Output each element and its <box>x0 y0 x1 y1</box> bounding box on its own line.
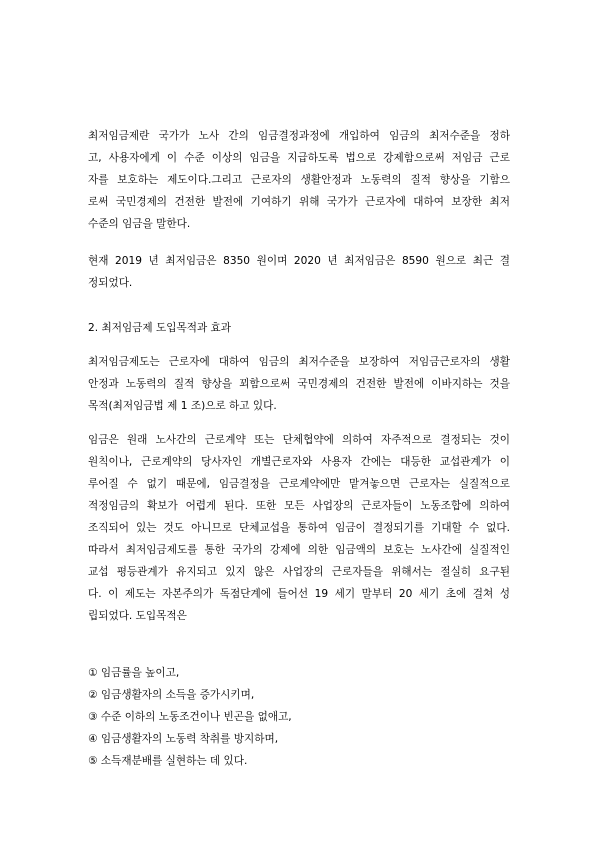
paragraph-line: 현재 2019 년 최저임금은 8350 원이며 2020 년 최저임금은 8590 원으로 최근 결 <box>88 255 510 267</box>
definition-paragraph <box>88 125 510 235</box>
list-item: ③ 수준 이하의 노동조건이나 빈곤을 없애고, <box>88 711 292 723</box>
background-paragraph <box>88 429 510 627</box>
section-heading <box>88 317 510 339</box>
paragraph-line: 다. 이 제도는 자본주의가 독점단계에 들어선 19 세기 말부터 20 세기 초에 걸쳐 성 <box>88 588 510 600</box>
paragraph-line: 자를 보호하는 제도이다.그리고 근로자의 생활안정과 노동력의 질적 향상을 기함으 <box>88 174 510 186</box>
paragraph-line: 정되었다. <box>88 277 133 289</box>
paragraph-line: 최저임금제도는 근로자에 대하여 임금의 최저수준을 보장하여 저임금근로자의 생활 <box>88 356 510 368</box>
paragraph-line: 최저임금제란 국가가 노사 간의 임금결정과정에 개입하여 임금의 최저수준을 정하 <box>88 130 510 142</box>
section-heading-text: 2. 최저임금제 도입목적과 효과 <box>88 322 232 334</box>
paragraph-line: 조직되어 있는 것도 아니므로 단체교섭을 통하여 임금이 결정되기를 기대할 수 없다. <box>88 522 510 534</box>
list-item: ① 임금률을 높이고, <box>88 667 180 679</box>
list-item: ⑤ 소득재분배를 실현하는 데 있다. <box>88 755 248 767</box>
paragraph-line: 고, 사용자에게 이 수준 이상의 임금을 지급하도록 법으로 강제함으로써 저임금 근로 <box>88 152 510 164</box>
paragraph-line: 따라서 최저임금제도를 통한 국가의 강제에 의한 임금액의 보호는 노사간에 실질적인 <box>88 544 510 556</box>
paragraph-line: 목적(최저임금법 제 1 조)으로 하고 있다. <box>88 400 277 412</box>
paragraph-line: 임금은 원래 노사간의 근로계약 또는 단체협약에 의하여 자주적으로 결정되는 것이 <box>88 434 510 446</box>
purpose-paragraph <box>88 351 510 417</box>
paragraph-line: 로써 국민경제의 건전한 발전에 기여하기 위해 국가가 근로자에 대하여 보장한 최저 <box>88 196 510 208</box>
paragraph-line: 적정임금의 확보가 어렵게 된다. 또한 모든 사업장의 근로자들이 노동조합에 의하여 <box>88 500 510 512</box>
list-item: ④ 임금생활자의 노동력 착취를 방지하며, <box>88 733 279 745</box>
paragraph-line: 립되었다. 도입목적은 <box>88 610 187 622</box>
paragraph-line: 안정과 노동력의 질적 향상을 꾀함으로써 국민경제의 건전한 발전에 이바지하는 것을 <box>88 378 510 390</box>
list-item: ② 임금생활자의 소득을 증가시키며, <box>88 689 255 701</box>
paragraph-line: 원칙이나, 근로계약의 당사자인 개별근로자와 사용자 간에는 대등한 교섭관계가 이 <box>88 456 510 468</box>
purpose-list <box>88 662 510 772</box>
paragraph-line: 교섭 평등관계가 유지되고 있지 않은 사업장의 근로자들을 위해서는 절실히 요구된 <box>88 566 510 578</box>
paragraph-line: 수준의 임금을 말한다. <box>88 218 191 230</box>
current-wage-paragraph <box>88 250 510 294</box>
paragraph-line: 루어질 수 없기 때문에, 임금결정을 근로계약에만 맡겨놓으면 근로자는 실질적으로 <box>88 478 510 490</box>
